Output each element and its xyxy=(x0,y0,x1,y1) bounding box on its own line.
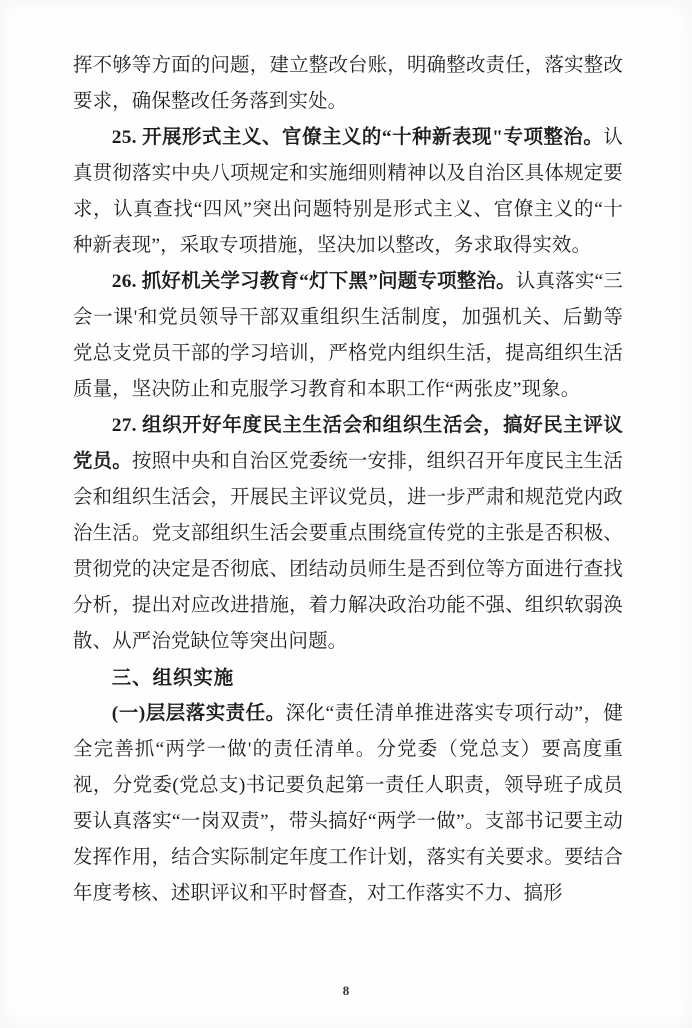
text-block xyxy=(73,48,623,912)
item-25 xyxy=(73,120,623,264)
sub-item-1-heading: (一)层层落实责任。 xyxy=(111,703,286,724)
paragraph-continuation xyxy=(73,48,623,120)
item-26 xyxy=(73,264,623,408)
item-26-heading: 26. 抓好机关学习教育“灯下黑”问题专项整治。 xyxy=(111,271,516,292)
item-27 xyxy=(73,408,623,660)
item-27-heading: 27. 组织开好年度民主生活会和组织生活会，搞好民主评议党员。 xyxy=(73,415,623,472)
paragraph-continuation-text: 挥不够等方面的问题，建立整改台账，明确整改责任，落实整改要求，确保整改任务落到实处。 xyxy=(73,55,623,112)
item-26-body: 认真落实“三会一课'和党员领导干部双重组织生活制度，加强机关、后勤等党总支党员干部的学习培训，严格党内组织生活，提高组织生活质量，坚决防止和克服学习教育和本职工作“两张皮”现象。 xyxy=(73,271,623,400)
page-number: 8 xyxy=(342,983,350,998)
sub-item-1-body: 深化“责任清单推进落实专项行动”，健全完善抓“两学一做'的责任清单。分党委（党总支）要高度重视，分党委(党总支)书记要负起第一责任人职责，领导班子成员要认真落实“一岗双责”，带头搞好“两学一做”。支部书记要主动发挥作用，结合实际制定年度工作计划，落实有关要求。要结合年度考核、述职评议和平时督查，对工作落实不力、搞形 xyxy=(73,703,623,904)
item-25-body: 认真贯彻落实中央八项规定和实施细则精神以及自治区具体规定要求，认真查找“四风”突出问题特别是形式主义、官僚主义的“十种新表现”，采取专项措施，坚决加以整改，务求取得实效。 xyxy=(73,127,623,256)
item-25-heading: 25. 开展形式主义、官僚主义的“十种新表现"专项整治。 xyxy=(111,127,604,148)
page-footer xyxy=(0,982,692,1000)
item-27-body: 按照中央和自治区党委统一安排，组织召开年度民主生活会和组织生活会，开展民主评议党员，进一步严肃和规范党内政治生活。党支部组织生活会要重点围绕宣传党的主张是否积极、贯彻党的决定是否彻底、团结动员师生是否到位等方面进行查找分析，提出对应改进措施，着力解决政治功能不强、组织软弱涣散、从严治党缺位等突出问题。 xyxy=(73,451,623,652)
sub-item-1 xyxy=(73,696,623,912)
section-heading-3 xyxy=(73,660,623,696)
section-heading-3-text: 三、组织实施 xyxy=(111,667,235,689)
